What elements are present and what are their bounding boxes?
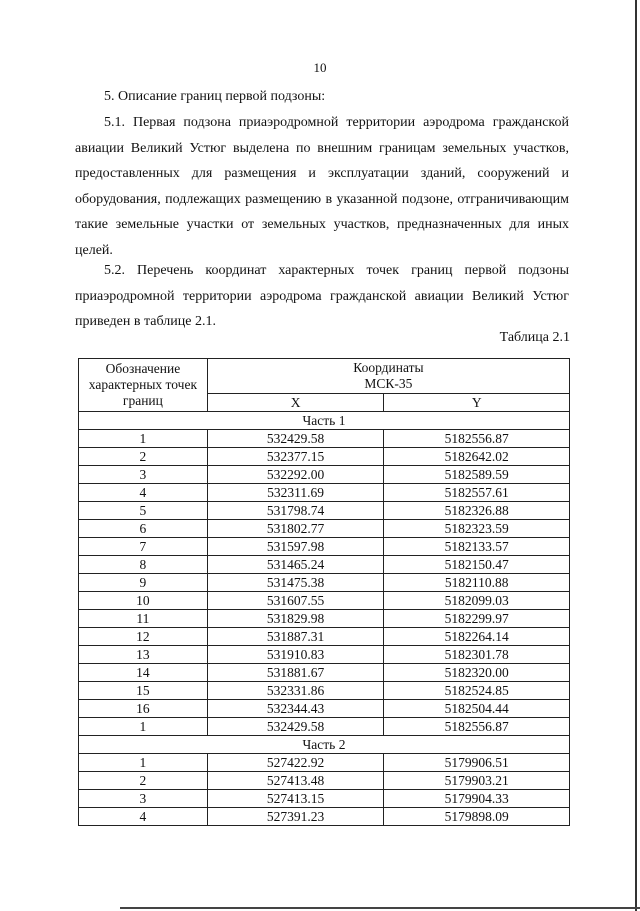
table-row — [79, 772, 570, 790]
coord-y: 5182556.87 — [384, 430, 570, 448]
coord-x: 531465.24 — [207, 556, 384, 574]
coord-y: 5182323.59 — [384, 520, 570, 538]
coord-y: 5182099.03 — [384, 592, 570, 610]
coord-x: 532292.00 — [207, 466, 384, 484]
part-title: Часть 1 — [79, 412, 570, 430]
point-number: 10 — [79, 592, 208, 610]
table-row — [79, 646, 570, 664]
point-number: 2 — [79, 448, 208, 466]
coord-y: 5182557.61 — [384, 484, 570, 502]
coord-y: 5182320.00 — [384, 664, 570, 682]
coord-y: 5182589.59 — [384, 466, 570, 484]
table-row — [79, 610, 570, 628]
table-row — [79, 808, 570, 826]
header-coordinates: Координаты МСК-35 — [207, 359, 569, 394]
coord-x: 532311.69 — [207, 484, 384, 502]
coord-x: 531829.98 — [207, 610, 384, 628]
table-row — [79, 592, 570, 610]
coord-x: 531887.31 — [207, 628, 384, 646]
coord-x: 532429.58 — [207, 718, 384, 736]
scan-edge-bottom — [120, 907, 640, 909]
part-title: Часть 2 — [79, 736, 570, 754]
paragraph-5-2: 5.2. Перечень координат характерных точек границ первой подзоны приаэродромной территории аэродрома гражданской авиации Великий Устюг приведен в таблице 2.1. — [75, 263, 569, 329]
coord-x: 531802.77 — [207, 520, 384, 538]
point-number: 16 — [79, 700, 208, 718]
coord-y: 5182110.88 — [384, 574, 570, 592]
coord-y: 5182301.78 — [384, 646, 570, 664]
point-number: 6 — [79, 520, 208, 538]
section-heading: 5. Описание границ первой подзоны: — [104, 89, 326, 104]
coord-x: 531607.55 — [207, 592, 384, 610]
point-number: 1 — [79, 430, 208, 448]
table-row — [79, 502, 570, 520]
point-number: 8 — [79, 556, 208, 574]
point-number: 3 — [79, 790, 208, 808]
coord-x: 527413.48 — [207, 772, 384, 790]
table-row — [79, 448, 570, 466]
coord-y: 5179906.51 — [384, 754, 570, 772]
coord-y: 5182299.97 — [384, 610, 570, 628]
scan-edge-right — [635, 0, 637, 911]
table-row — [79, 700, 570, 718]
table-part-row — [79, 412, 570, 430]
point-number: 14 — [79, 664, 208, 682]
table-row — [79, 556, 570, 574]
point-number: 3 — [79, 466, 208, 484]
point-number: 7 — [79, 538, 208, 556]
paragraph-5-1: 5.1. Первая подзона приаэродромной территории аэродрома гражданской авиации Великий Устюг выделена по внешним границам земельных участков, предоставленных для размещения и эксплуатации зданий, сооружений и оборудования, подлежащих размещению в указанной подзоне, отграничивающим такие земельные участки от земельных участков, предназначенных для иных целей. — [75, 115, 569, 258]
point-number: 5 — [79, 502, 208, 520]
point-number: 4 — [79, 808, 208, 826]
table-row — [79, 754, 570, 772]
table-row — [79, 466, 570, 484]
point-number: 15 — [79, 682, 208, 700]
coord-x: 531910.83 — [207, 646, 384, 664]
coord-x: 527422.92 — [207, 754, 384, 772]
table-part-row — [79, 736, 570, 754]
table-row — [79, 628, 570, 646]
coord-x: 531597.98 — [207, 538, 384, 556]
page-number: 10 — [313, 60, 327, 75]
coord-y: 5182264.14 — [384, 628, 570, 646]
point-number: 9 — [79, 574, 208, 592]
table-row — [79, 790, 570, 808]
coord-x: 531798.74 — [207, 502, 384, 520]
table-row — [79, 538, 570, 556]
coord-y: 5182133.57 — [384, 538, 570, 556]
point-number: 11 — [79, 610, 208, 628]
table-row — [79, 682, 570, 700]
table-row — [79, 520, 570, 538]
coord-x: 532377.15 — [207, 448, 384, 466]
table-row — [79, 430, 570, 448]
coord-x: 532344.43 — [207, 700, 384, 718]
coord-x: 532429.58 — [207, 430, 384, 448]
point-number: 1 — [79, 754, 208, 772]
header-points: Обозначение характерных точек границ — [79, 359, 208, 412]
point-number: 4 — [79, 484, 208, 502]
coord-y: 5182504.44 — [384, 700, 570, 718]
table-row — [79, 664, 570, 682]
table-caption: Таблица 2.1 — [499, 330, 570, 345]
table-row — [79, 484, 570, 502]
point-number: 12 — [79, 628, 208, 646]
header-y: Y — [384, 394, 570, 412]
point-number: 2 — [79, 772, 208, 790]
coord-y: 5179904.33 — [384, 790, 570, 808]
coord-y: 5182326.88 — [384, 502, 570, 520]
coordinates-table — [78, 358, 570, 826]
coord-y: 5182642.02 — [384, 448, 570, 466]
coord-x: 527413.15 — [207, 790, 384, 808]
coord-y: 5179903.21 — [384, 772, 570, 790]
coord-y: 5182150.47 — [384, 556, 570, 574]
header-x: X — [207, 394, 384, 412]
table-row — [79, 574, 570, 592]
coord-x: 531475.38 — [207, 574, 384, 592]
point-number: 13 — [79, 646, 208, 664]
coord-x: 527391.23 — [207, 808, 384, 826]
coord-x: 531881.67 — [207, 664, 384, 682]
coord-y: 5182556.87 — [384, 718, 570, 736]
point-number: 1 — [79, 718, 208, 736]
table-row — [79, 718, 570, 736]
coord-y: 5179898.09 — [384, 808, 570, 826]
coord-x: 532331.86 — [207, 682, 384, 700]
coord-y: 5182524.85 — [384, 682, 570, 700]
